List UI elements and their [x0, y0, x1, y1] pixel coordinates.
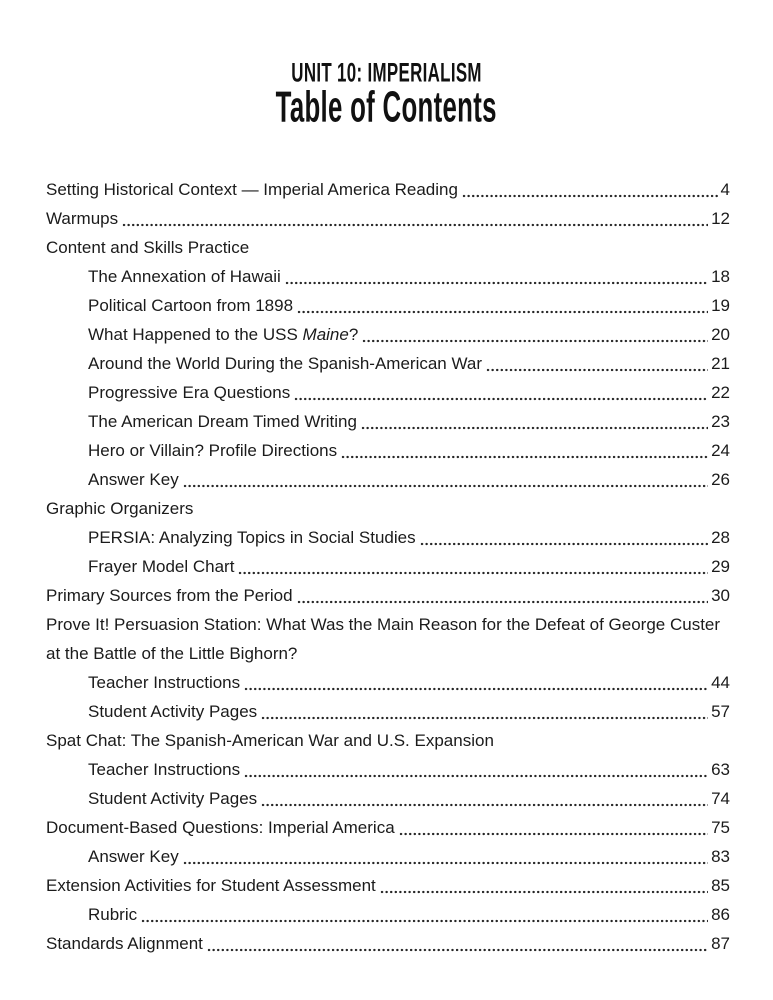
toc-entry-label [88, 784, 257, 813]
toc-entry-page-number: 20 [711, 325, 730, 344]
toc-label-part: Answer Key [88, 847, 179, 866]
toc-label-part: What Happened to the USS [88, 325, 303, 344]
dot-leader [297, 600, 708, 604]
toc-entry [46, 900, 730, 929]
toc-label-part: Frayer Model Chart [88, 557, 235, 576]
dot-leader [141, 919, 708, 923]
dot-leader [420, 542, 708, 546]
toc-entry-label [88, 697, 257, 726]
toc-entry [46, 204, 730, 233]
toc-label-part: Extension Activities for Student Assessment [46, 876, 376, 895]
unit-kicker: UNIT 10: IMPERIALISM [291, 56, 482, 88]
toc-entry-page-number: 4 [720, 180, 730, 199]
toc-entry [46, 320, 730, 349]
toc-entry [46, 494, 730, 523]
toc-entry-label [88, 755, 240, 784]
toc-entry-label [46, 581, 293, 610]
toc-label-part: Rubric [88, 905, 138, 924]
toc-entry [46, 697, 730, 726]
toc-entry-label [88, 842, 179, 871]
toc-label-part: Political Cartoon from 1898 [88, 296, 294, 315]
dot-leader [399, 832, 708, 836]
toc-entry-label [88, 436, 337, 465]
toc-label-part: Teacher Instructions [88, 673, 241, 692]
dot-leader [285, 281, 708, 285]
toc-entry [46, 813, 730, 842]
toc-label-part: Student Activity Pages [88, 789, 258, 808]
toc-entry-label [46, 726, 494, 755]
dot-leader [486, 368, 708, 372]
toc-label-part: The Annexation of Hawaii [88, 267, 281, 286]
toc-entry-label [46, 813, 395, 842]
toc-label-part: Around the World During the Spanish-American War [88, 354, 483, 373]
dot-leader [362, 339, 708, 343]
toc-label-part: Standards Alignment [46, 934, 203, 953]
toc-label-part: Hero or Villain? Profile Directions [88, 441, 338, 460]
toc-entry-page-number: 85 [711, 876, 730, 895]
dot-leader [297, 310, 708, 314]
toc-entry-label [46, 175, 458, 204]
toc-entry [46, 233, 730, 262]
toc-label-part: Spat Chat: The Spanish-American War and U.S. Expansion [46, 731, 494, 750]
toc-entry [46, 465, 730, 494]
toc-entry-page-number: 86 [711, 905, 730, 924]
toc-entry [46, 552, 730, 581]
toc-label-part: The American Dream Timed Writing [88, 412, 357, 431]
toc-entry-page-number: 83 [711, 847, 730, 866]
toc-entry-page-number: 29 [711, 557, 730, 576]
toc-entry-label [46, 204, 118, 233]
toc-entry-page-number: 21 [711, 354, 730, 373]
toc-entry-label [88, 349, 482, 378]
toc-entry-page-number: 12 [711, 209, 730, 228]
toc-entry-label [88, 668, 240, 697]
toc-entry [46, 175, 730, 204]
toc-entry-label [46, 871, 376, 900]
dot-leader [244, 687, 708, 691]
dot-leader [294, 397, 708, 401]
toc-label-part: Student Activity Pages [88, 702, 258, 721]
toc-entry-page-number: 24 [711, 441, 730, 460]
toc-entry-label [88, 262, 281, 291]
toc-label-part: Teacher Instructions [88, 760, 241, 779]
page-title [0, 84, 773, 130]
toc-entry-page-number: 57 [711, 702, 730, 721]
toc-entry-page-number: 18 [711, 267, 730, 286]
dot-leader [341, 455, 708, 459]
toc-entry-label [88, 552, 234, 581]
dot-leader [380, 890, 708, 894]
dot-leader [244, 774, 708, 778]
dot-leader [183, 484, 708, 488]
toc-entry-label [88, 900, 137, 929]
toc-entry [46, 871, 730, 900]
toc-entry [46, 523, 730, 552]
toc-label-part: Warmups [46, 209, 119, 228]
toc-entry [46, 842, 730, 871]
toc-label-part: Progressive Era Questions [88, 383, 291, 402]
toc-entry [46, 726, 730, 755]
toc-label-part: Answer Key [88, 470, 179, 489]
toc-entry-page-number: 87 [711, 934, 730, 953]
toc-entry-page-number: 19 [711, 296, 730, 315]
toc-entry [46, 262, 730, 291]
toc-entry [46, 436, 730, 465]
toc-entry [46, 610, 730, 668]
toc-label-part: Content and Skills Practice [46, 238, 250, 257]
dot-leader [261, 716, 708, 720]
page-title-text: Table of Contents [275, 82, 498, 132]
toc-entry [46, 291, 730, 320]
dot-leader [361, 426, 708, 430]
toc-entry [46, 349, 730, 378]
dot-leader [462, 194, 718, 198]
toc-entry-label [88, 465, 179, 494]
toc-entry [46, 581, 730, 610]
toc-entry-label [46, 610, 730, 668]
dot-leader [261, 803, 708, 807]
toc-entry-label [88, 407, 357, 436]
toc-label-part: Document-Based Questions: Imperial America [46, 818, 395, 837]
toc-entry-label [88, 523, 416, 552]
toc-label-part: Graphic Organizers [46, 499, 194, 518]
toc-entry-label [46, 494, 193, 523]
title-block [0, 57, 773, 130]
toc-entry-label [46, 929, 203, 958]
toc-entry-page-number: 74 [711, 789, 730, 808]
toc-label-part: PERSIA: Analyzing Topics in Social Studies [88, 528, 416, 547]
toc-label-part: Prove It! Persuasion Station: What Was the Main Reason for the Defeat of George Custer at the Battle of the Little Bighorn? [46, 615, 721, 663]
toc-entry-page-number: 44 [711, 673, 730, 692]
dot-leader [122, 223, 708, 227]
toc-label-part: Setting Historical Context — Imperial America Reading [46, 180, 458, 199]
toc-entry-page-number: 30 [711, 586, 730, 605]
toc-entry-page-number: 28 [711, 528, 730, 547]
toc-entry-page-number: 23 [711, 412, 730, 431]
toc-label-part: ? [348, 325, 359, 344]
toc-list [46, 175, 730, 958]
toc-entry-page-number: 63 [711, 760, 730, 779]
toc-entry [46, 929, 730, 958]
dot-leader [207, 948, 708, 952]
toc-entry [46, 784, 730, 813]
toc-entry-page-number: 75 [711, 818, 730, 837]
toc-entry-label [88, 320, 358, 349]
toc-entry [46, 755, 730, 784]
toc-label-part: Primary Sources from the Period [46, 586, 293, 605]
toc-entry-label [88, 291, 293, 320]
dot-leader [238, 571, 708, 575]
toc-entry-page-number: 22 [711, 383, 730, 402]
toc-entry-page-number: 26 [711, 470, 730, 489]
toc-entry-label [88, 378, 290, 407]
dot-leader [183, 861, 708, 865]
toc-entry [46, 378, 730, 407]
toc-label-italic-part: Maine [302, 325, 349, 344]
toc-entry [46, 407, 730, 436]
toc-entry-label [46, 233, 249, 262]
toc-entry [46, 668, 730, 697]
